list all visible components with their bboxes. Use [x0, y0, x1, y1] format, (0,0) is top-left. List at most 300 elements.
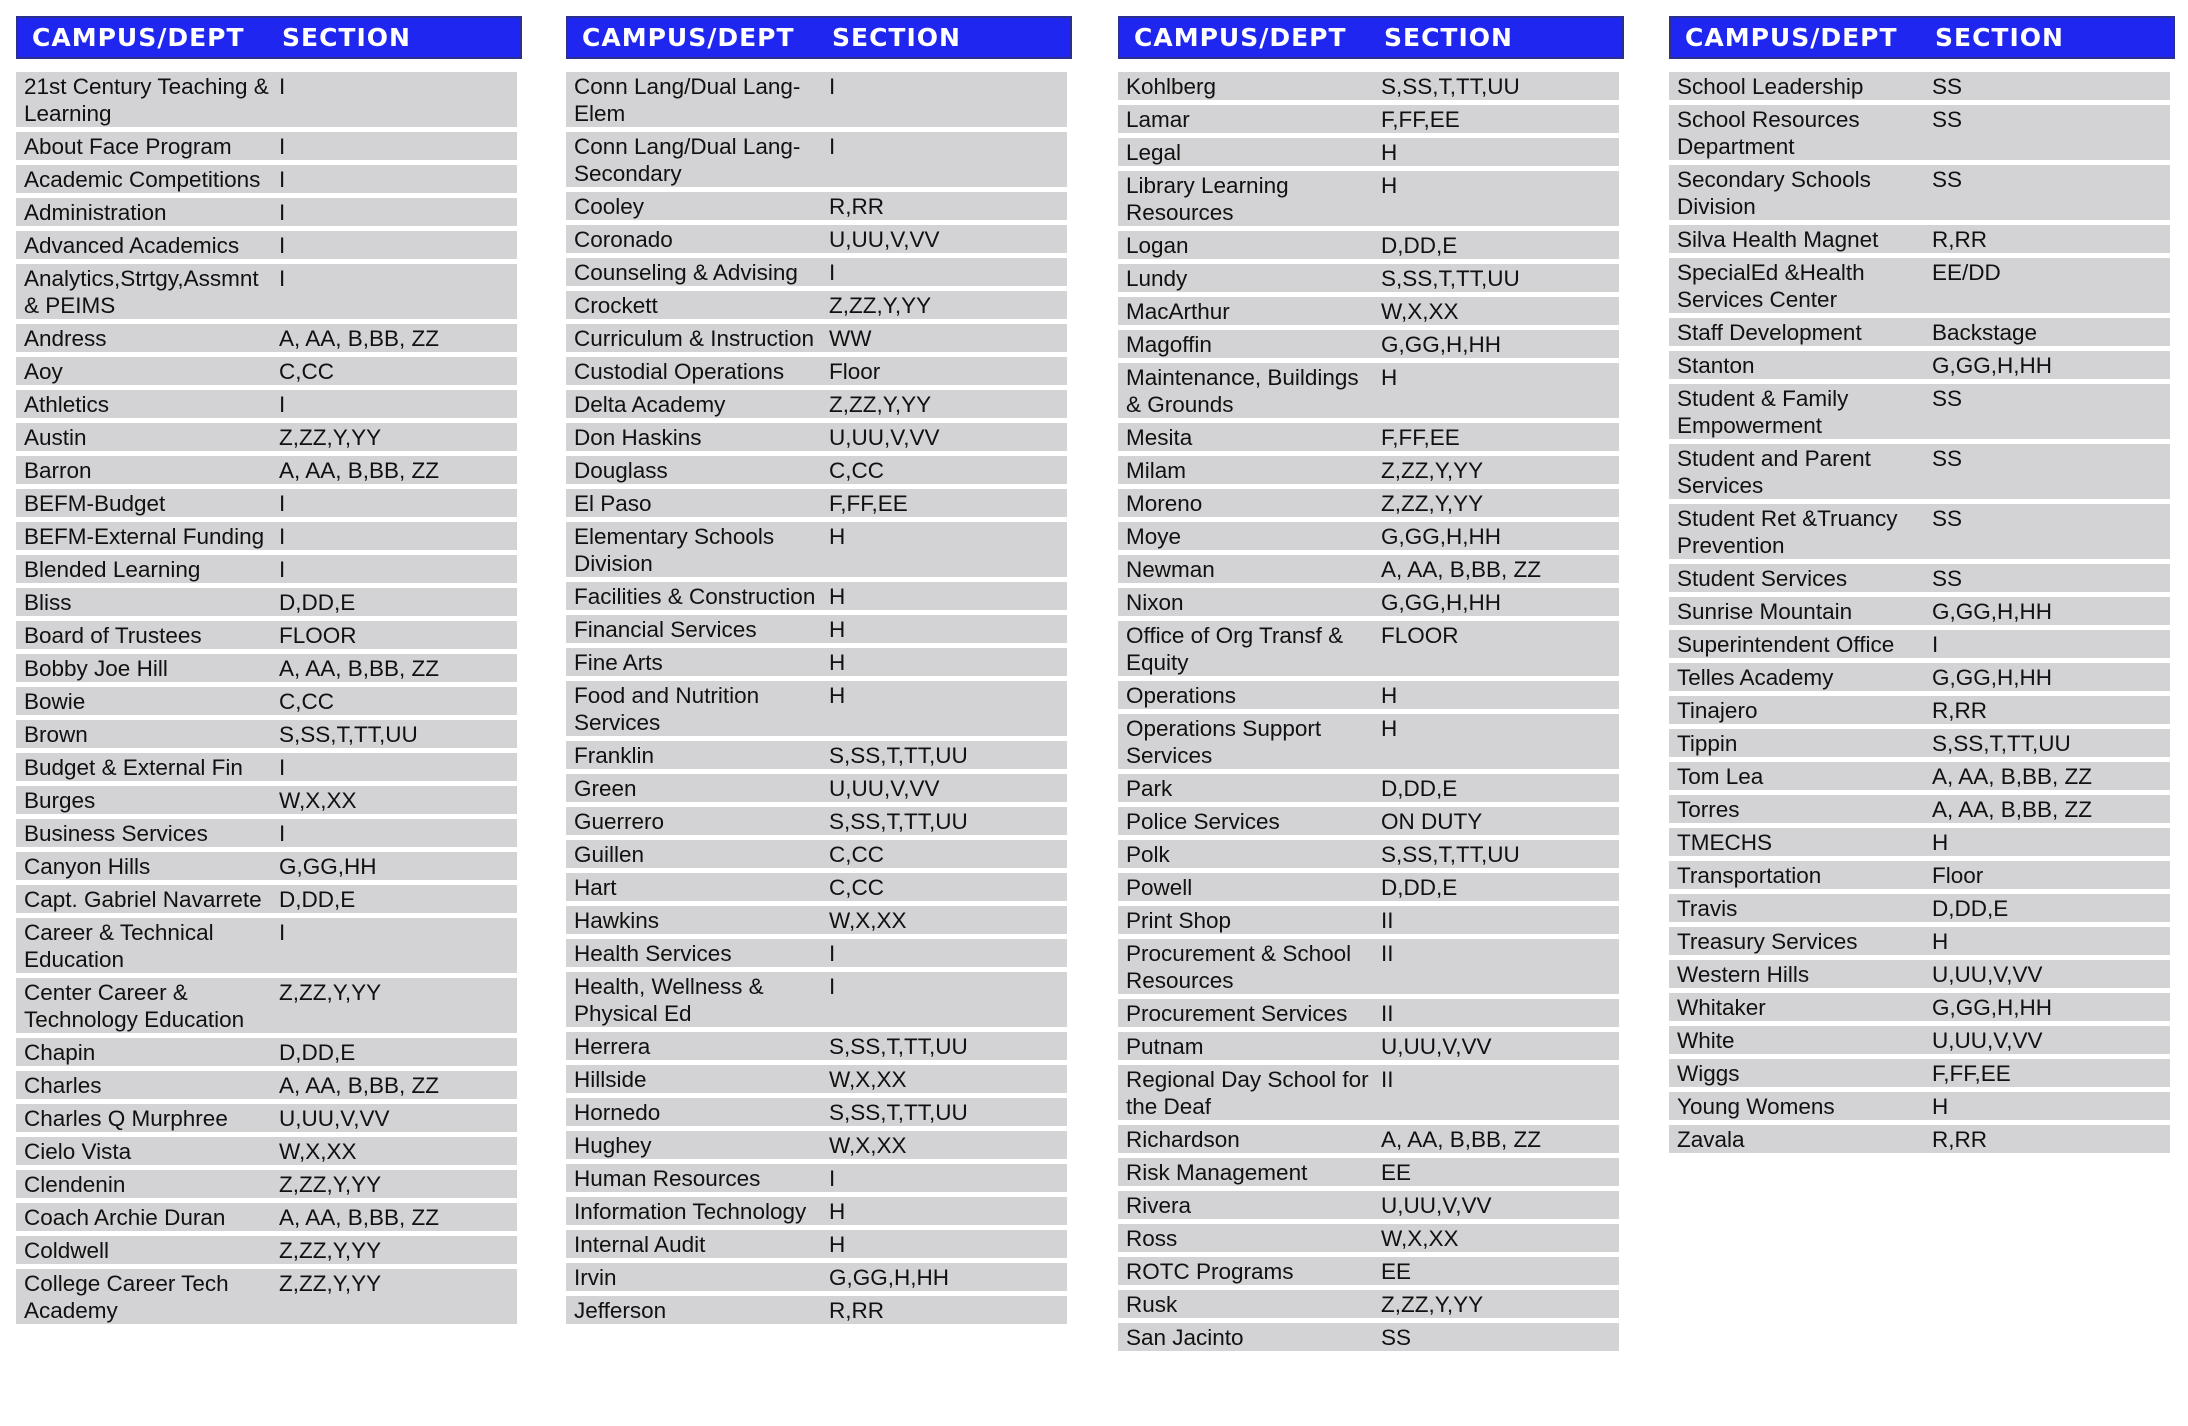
table-row — [566, 72, 1067, 127]
campus-dept-name: Treasury Services — [1677, 929, 1858, 954]
section-value: Z,ZZ,Y,YY — [1381, 491, 1484, 516]
section-value: I — [279, 167, 286, 192]
table-row — [1669, 351, 2170, 379]
campus-dept-name: Operations Support Services — [1126, 716, 1322, 768]
section-value: G,GG,H,HH — [1381, 524, 1502, 549]
table-row — [1669, 630, 2170, 658]
campus-dept-name: Internal Audit — [574, 1232, 706, 1257]
campus-dept-name: El Paso — [574, 491, 652, 516]
campus-dept-name: Putnam — [1126, 1034, 1204, 1059]
campus-dept-name: Charles — [24, 1073, 102, 1098]
campus-dept-heading: CAMPUS/DEPT — [1685, 23, 1898, 52]
table-row — [16, 522, 517, 550]
section-value: Z,ZZ,Y,YY — [279, 1238, 382, 1263]
section-value: I — [279, 920, 286, 945]
campus-dept-name: School Resources Department — [1677, 107, 1860, 159]
table-row — [1118, 714, 1619, 769]
section-value: G,GG,H,HH — [1932, 995, 2053, 1020]
directory-column-1 — [16, 16, 522, 1329]
section-value: Z,ZZ,Y,YY — [279, 1271, 382, 1296]
section-value: W,X,XX — [1381, 1226, 1459, 1251]
campus-dept-name: TMECHS — [1677, 830, 1772, 855]
table-row — [1669, 1059, 2170, 1087]
section-value: Z,ZZ,Y,YY — [1381, 1292, 1484, 1317]
table-row — [1118, 1191, 1619, 1219]
campus-dept-name: Stanton — [1677, 353, 1755, 378]
table-row — [16, 852, 517, 880]
campus-dept-name: Canyon Hills — [24, 854, 151, 879]
section-value: S,SS,T,TT,UU — [1381, 266, 1520, 291]
campus-dept-name: MacArthur — [1126, 299, 1230, 324]
table-row — [16, 1104, 517, 1132]
campus-dept-name: Tinajero — [1677, 698, 1758, 723]
campus-dept-name: Bowie — [24, 689, 86, 714]
campus-dept-name: Burges — [24, 788, 96, 813]
section-value: G,GG,H,HH — [1932, 665, 2053, 690]
section-value: II — [1381, 1001, 1394, 1026]
section-value: D,DD,E — [1381, 875, 1458, 900]
campus-dept-name: Fine Arts — [574, 650, 663, 675]
campus-dept-name: Food and Nutrition Services — [574, 683, 760, 735]
section-value: I — [829, 260, 836, 285]
section-value: Z,ZZ,Y,YY — [1381, 458, 1484, 483]
section-value: R,RR — [1932, 698, 1987, 723]
campus-dept-name: Center Career & Technology Education — [24, 980, 245, 1032]
section-value: H — [1381, 140, 1398, 165]
section-value: G,GG,H,HH — [1381, 590, 1502, 615]
section-value: SS — [1932, 506, 1963, 531]
table-row — [16, 198, 517, 226]
campus-dept-name: Hawkins — [574, 908, 660, 933]
table-row — [1669, 597, 2170, 625]
table-row — [566, 291, 1067, 319]
table-row — [566, 1263, 1067, 1291]
table-row — [566, 741, 1067, 769]
campus-dept-name: Polk — [1126, 842, 1170, 867]
table-row — [16, 621, 517, 649]
rows-list — [16, 72, 522, 1324]
section-value: EE/DD — [1932, 260, 2001, 285]
campus-dept-name: Custodial Operations — [574, 359, 785, 384]
section-value: U,UU,V,VV — [1932, 1028, 2043, 1053]
table-row — [1669, 504, 2170, 559]
campus-dept-name: Lundy — [1126, 266, 1188, 291]
campus-dept-heading: CAMPUS/DEPT — [582, 23, 795, 52]
section-value: Z,ZZ,Y,YY — [279, 425, 382, 450]
table-row — [1118, 1065, 1619, 1120]
section-value: G,GG,H,HH — [1932, 599, 2053, 624]
campus-dept-name: Wiggs — [1677, 1061, 1740, 1086]
campus-dept-name: Sunrise Mountain — [1677, 599, 1853, 624]
section-value: I — [829, 74, 836, 99]
campus-dept-name: Maintenance, Buildings & Grounds — [1126, 365, 1359, 417]
table-row — [16, 786, 517, 814]
table-row — [1118, 873, 1619, 901]
campus-dept-name: Blended Learning — [24, 557, 201, 582]
section-value: Floor — [829, 359, 881, 384]
section-value: S,SS,T,TT,UU — [1381, 842, 1520, 867]
campus-dept-name: Brown — [24, 722, 88, 747]
section-value: A, AA, B,BB, ZZ — [1932, 764, 2093, 789]
campus-dept-name: Advanced Academics — [24, 233, 240, 258]
campus-dept-name: Procurement & School Resources — [1126, 941, 1352, 993]
table-row — [16, 753, 517, 781]
table-row — [1118, 489, 1619, 517]
column-header — [566, 16, 1072, 59]
campus-dept-name: Board of Trustees — [24, 623, 202, 648]
section-value: ON DUTY — [1381, 809, 1483, 834]
section-value: F,FF,EE — [1932, 1061, 2011, 1086]
campus-dept-name: ROTC Programs — [1126, 1259, 1294, 1284]
campus-dept-name: Staff Development — [1677, 320, 1862, 345]
section-value: G,GG,H,HH — [1932, 353, 2053, 378]
table-row — [566, 840, 1067, 868]
section-value: U,UU,V,VV — [829, 425, 940, 450]
campus-dept-name: Lamar — [1126, 107, 1190, 132]
campus-dept-name: Capt. Gabriel Navarrete — [24, 887, 262, 912]
table-row — [1118, 231, 1619, 259]
campus-dept-name: White — [1677, 1028, 1735, 1053]
table-row — [16, 978, 517, 1033]
section-value: C,CC — [829, 875, 884, 900]
campus-dept-name: Coldwell — [24, 1238, 110, 1263]
section-value: I — [279, 821, 286, 846]
section-value: I — [279, 266, 286, 291]
table-row — [566, 1230, 1067, 1258]
table-row — [1669, 762, 2170, 790]
section-value: W,X,XX — [829, 1067, 907, 1092]
section-value: W,X,XX — [1381, 299, 1459, 324]
table-row — [1118, 456, 1619, 484]
table-row — [1669, 696, 2170, 724]
table-row — [1118, 138, 1619, 166]
table-row — [566, 489, 1067, 517]
table-row — [16, 588, 517, 616]
campus-dept-name: Risk Management — [1126, 1160, 1308, 1185]
directory-column-4 — [1669, 16, 2175, 1158]
table-row — [1118, 939, 1619, 994]
table-row — [16, 687, 517, 715]
rows-list — [566, 72, 1072, 1324]
table-row — [566, 774, 1067, 802]
campus-dept-name: Coach Archie Duran — [24, 1205, 226, 1230]
section-value: H — [829, 1199, 846, 1224]
section-value: H — [829, 650, 846, 675]
campus-dept-name: Library Learning Resources — [1126, 173, 1289, 225]
campus-dept-name: Herrera — [574, 1034, 651, 1059]
table-row — [1118, 840, 1619, 868]
section-value: R,RR — [829, 194, 884, 219]
campus-dept-name: Rivera — [1126, 1193, 1192, 1218]
table-row — [1669, 1125, 2170, 1153]
campus-dept-name: Conn Lang/Dual Lang-Secondary — [574, 134, 801, 186]
campus-dept-heading: CAMPUS/DEPT — [32, 23, 245, 52]
section-value: H — [829, 683, 846, 708]
table-row — [566, 1098, 1067, 1126]
section-value: D,DD,E — [1932, 896, 2009, 921]
campus-dept-name: Western Hills — [1677, 962, 1810, 987]
table-row — [16, 390, 517, 418]
table-row — [566, 225, 1067, 253]
section-value: F,FF,EE — [1381, 107, 1460, 132]
campus-dept-name: Coronado — [574, 227, 673, 252]
table-row — [1669, 564, 2170, 592]
campus-dept-name: Health, Wellness & Physical Ed — [574, 974, 764, 1026]
table-row — [566, 906, 1067, 934]
campus-dept-name: Facilities & Construction — [574, 584, 816, 609]
section-value: F,FF,EE — [829, 491, 908, 516]
campus-dept-name: Moreno — [1126, 491, 1203, 516]
section-value: S,SS,T,TT,UU — [829, 809, 968, 834]
campus-dept-name: Park — [1126, 776, 1173, 801]
table-row — [566, 972, 1067, 1027]
table-row — [566, 1296, 1067, 1324]
section-value: D,DD,E — [279, 590, 356, 615]
section-value: FLOOR — [279, 623, 357, 648]
table-row — [566, 1032, 1067, 1060]
table-row — [1669, 993, 2170, 1021]
table-row — [1118, 1032, 1619, 1060]
table-row — [1669, 960, 2170, 988]
rows-list — [1118, 72, 1624, 1351]
campus-dept-name: Newman — [1126, 557, 1215, 582]
section-value: D,DD,E — [279, 887, 356, 912]
table-row — [566, 1131, 1067, 1159]
campus-dept-name: Torres — [1677, 797, 1740, 822]
section-heading: SECTION — [1935, 23, 2064, 52]
campus-dept-name: Delta Academy — [574, 392, 726, 417]
table-row — [1118, 105, 1619, 133]
campus-dept-name: Superintendent Office — [1677, 632, 1895, 657]
campus-dept-name: Logan — [1126, 233, 1189, 258]
table-row — [1118, 1158, 1619, 1186]
section-value: H — [1932, 929, 1949, 954]
section-value: I — [279, 392, 286, 417]
section-value: U,UU,V,VV — [279, 1106, 390, 1131]
section-value: Z,ZZ,Y,YY — [829, 293, 932, 318]
campus-dept-name: Cooley — [574, 194, 645, 219]
table-row — [1669, 72, 2170, 100]
section-value: H — [1932, 830, 1949, 855]
table-row — [16, 456, 517, 484]
section-value: G,GG,H,HH — [1381, 332, 1502, 357]
table-row — [566, 522, 1067, 577]
section-value: H — [829, 584, 846, 609]
table-row — [1669, 225, 2170, 253]
section-value: A, AA, B,BB, ZZ — [279, 1205, 440, 1230]
section-value: I — [279, 134, 286, 159]
section-value: I — [829, 134, 836, 159]
campus-dept-name: Chapin — [24, 1040, 96, 1065]
campus-dept-name: Barron — [24, 458, 92, 483]
table-row — [1669, 927, 2170, 955]
campus-dept-name: Kohlberg — [1126, 74, 1217, 99]
campus-dept-name: Silva Health Magnet — [1677, 227, 1879, 252]
section-value: U,UU,V,VV — [1381, 1034, 1492, 1059]
section-value: I — [829, 974, 836, 999]
campus-dept-name: Moye — [1126, 524, 1182, 549]
section-value: R,RR — [1932, 1127, 1987, 1152]
section-value: I — [279, 233, 286, 258]
table-row — [16, 264, 517, 319]
campus-dept-name: Financial Services — [574, 617, 757, 642]
table-row — [16, 489, 517, 517]
section-value: H — [1381, 716, 1398, 741]
table-row — [1118, 906, 1619, 934]
table-row — [1118, 621, 1619, 676]
table-row — [1118, 999, 1619, 1027]
campus-dept-name: Hillside — [574, 1067, 647, 1092]
campus-dept-name: Cielo Vista — [24, 1139, 132, 1164]
section-value: S,SS,T,TT,UU — [1932, 731, 2071, 756]
campus-dept-name: Legal — [1126, 140, 1182, 165]
campus-dept-name: Milam — [1126, 458, 1186, 483]
section-value: I — [279, 491, 286, 516]
section-value: A, AA, B,BB, ZZ — [1932, 797, 2093, 822]
section-value: D,DD,E — [1381, 776, 1458, 801]
campus-dept-name: Richardson — [1126, 1127, 1240, 1152]
campus-dept-name: Operations — [1126, 683, 1237, 708]
directory-column-3 — [1118, 16, 1624, 1356]
campus-dept-name: Hart — [574, 875, 617, 900]
campus-dept-name: Tom Lea — [1677, 764, 1764, 789]
section-value: S,SS,T,TT,UU — [829, 743, 968, 768]
table-row — [1118, 555, 1619, 583]
campus-dept-name: Analytics,Strtgy,Assmnt & PEIMS — [24, 266, 259, 318]
table-row — [1118, 774, 1619, 802]
campus-dept-name: Administration — [24, 200, 167, 225]
table-row — [1118, 171, 1619, 226]
table-row — [16, 1137, 517, 1165]
table-row — [1669, 318, 2170, 346]
table-row — [566, 456, 1067, 484]
table-row — [16, 423, 517, 451]
section-value: EE — [1381, 1259, 1412, 1284]
section-value: I — [279, 557, 286, 582]
table-row — [566, 1164, 1067, 1192]
table-row — [1669, 258, 2170, 313]
section-value: A, AA, B,BB, ZZ — [1381, 557, 1542, 582]
table-row — [16, 885, 517, 913]
table-row — [1669, 384, 2170, 439]
table-row — [566, 807, 1067, 835]
section-value: S,SS,T,TT,UU — [829, 1034, 968, 1059]
section-value: U,UU,V,VV — [829, 227, 940, 252]
section-value: I — [829, 1166, 836, 1191]
section-value: Z,ZZ,Y,YY — [279, 980, 382, 1005]
section-value: W,X,XX — [279, 788, 357, 813]
section-value: I — [279, 524, 286, 549]
campus-dept-name: Regional Day School for the Deaf — [1126, 1067, 1369, 1119]
campus-dept-name: Student & Family Empowerment — [1677, 386, 1849, 438]
campus-dept-heading: CAMPUS/DEPT — [1134, 23, 1347, 52]
directory-column-2 — [566, 16, 1072, 1329]
section-value: A, AA, B,BB, ZZ — [279, 1073, 440, 1098]
section-value: U,UU,V,VV — [1932, 962, 2043, 987]
section-value: H — [829, 1232, 846, 1257]
table-row — [16, 918, 517, 973]
campus-dept-name: BEFM-External Funding — [24, 524, 265, 549]
campus-dept-name: Curriculum & Instruction — [574, 326, 815, 351]
table-row — [566, 582, 1067, 610]
campus-dept-name: Athletics — [24, 392, 110, 417]
section-value: R,RR — [829, 1298, 884, 1323]
campus-dept-name: Mesita — [1126, 425, 1193, 450]
campus-dept-name: Human Resources — [574, 1166, 761, 1191]
table-row — [566, 324, 1067, 352]
section-value: I — [279, 200, 286, 225]
campus-dept-name: Guerrero — [574, 809, 665, 834]
campus-dept-name: Student Ret &Truancy Prevention — [1677, 506, 1898, 558]
section-value: A, AA, B,BB, ZZ — [279, 656, 440, 681]
table-row — [16, 132, 517, 160]
section-value: Z,ZZ,Y,YY — [829, 392, 932, 417]
section-value: W,X,XX — [279, 1139, 357, 1164]
table-row — [1669, 1026, 2170, 1054]
table-row — [16, 654, 517, 682]
table-row — [566, 390, 1067, 418]
campus-dept-name: Franklin — [574, 743, 655, 768]
section-value: U,UU,V,VV — [1381, 1193, 1492, 1218]
section-value: H — [1381, 173, 1398, 198]
section-value: C,CC — [829, 458, 884, 483]
table-row — [16, 1203, 517, 1231]
section-heading: SECTION — [1384, 23, 1513, 52]
section-value: H — [1381, 683, 1398, 708]
table-row — [1118, 264, 1619, 292]
campus-dept-name: San Jacinto — [1126, 1325, 1244, 1350]
campus-dept-name: Clendenin — [24, 1172, 126, 1197]
campus-dept-name: Information Technology — [574, 1199, 807, 1224]
section-value: EE — [1381, 1160, 1412, 1185]
table-row — [16, 357, 517, 385]
campus-dept-name: Aoy — [24, 359, 63, 384]
campus-dept-name: Austin — [24, 425, 87, 450]
section-value: SS — [1932, 107, 1963, 132]
campus-dept-name: Don Haskins — [574, 425, 702, 450]
table-row — [16, 165, 517, 193]
section-value: Z,ZZ,Y,YY — [279, 1172, 382, 1197]
table-row — [1118, 1323, 1619, 1351]
campus-dept-name: Police Services — [1126, 809, 1280, 834]
table-row — [1118, 1224, 1619, 1252]
table-row — [1118, 1125, 1619, 1153]
section-value: II — [1381, 941, 1394, 966]
table-row — [1669, 795, 2170, 823]
campus-dept-name: Career & Technical Education — [24, 920, 214, 972]
section-value: I — [279, 74, 286, 99]
table-row — [16, 1071, 517, 1099]
campus-dept-name: Budget & External Fin — [24, 755, 243, 780]
section-value: II — [1381, 1067, 1394, 1092]
table-row — [1118, 807, 1619, 835]
campus-dept-name: BEFM-Budget — [24, 491, 166, 516]
campus-dept-name: Student and Parent Services — [1677, 446, 1871, 498]
campus-dept-name: Print Shop — [1126, 908, 1232, 933]
table-row — [566, 615, 1067, 643]
campus-dept-name: Student Services — [1677, 566, 1848, 591]
campus-dept-name: Health Services — [574, 941, 732, 966]
section-value: Floor — [1932, 863, 1984, 888]
campus-dept-name: Business Services — [24, 821, 208, 846]
section-heading: SECTION — [832, 23, 961, 52]
section-value: F,FF,EE — [1381, 425, 1460, 450]
table-row — [566, 1197, 1067, 1225]
campus-dept-name: Procurement Services — [1126, 1001, 1348, 1026]
table-row — [1669, 165, 2170, 220]
campus-dept-name: Bobby Joe Hill — [24, 656, 168, 681]
section-value: II — [1381, 908, 1394, 933]
